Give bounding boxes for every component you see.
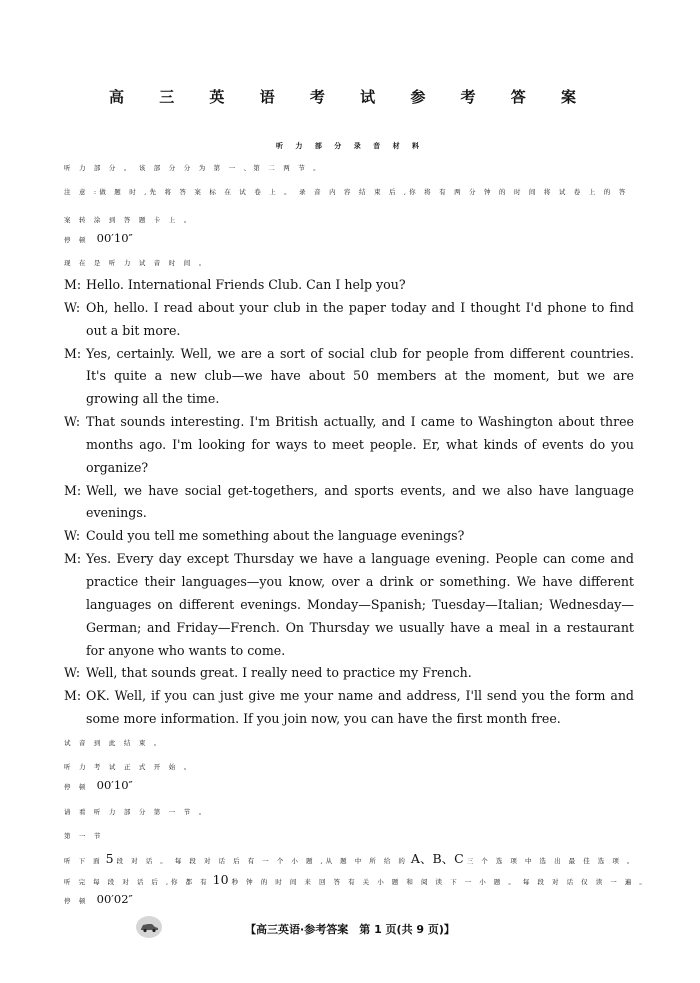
instruction-line-2 xyxy=(64,872,649,887)
speaker-label: M: xyxy=(64,482,82,498)
pause-label: 停 顿 xyxy=(64,236,89,244)
speaker-label: W: xyxy=(64,528,81,544)
speaker-label: M: xyxy=(64,345,82,361)
dialogue-text: OK. Well, if you can just give me your name and address, I'll send you the form and some more information. If you join now, you can have the first month free. xyxy=(86,688,634,727)
instruction-text: 三 个 选 项 中 选 出 最 佳 选 项 。 xyxy=(466,857,637,865)
pause-label: 停 顿 xyxy=(64,897,89,905)
pause-time: 00′10″ xyxy=(96,231,133,245)
attention-note: 注 意 :做 题 时 ,先 将 答 案 标 在 试 卷 上 。 录 音 内 容 结 束 后 ,你 将 有 两 分 钟 的 时 间 将 试 卷 上 的 答 案 转 涂 到 答 题 卡 上 。 xyxy=(64,188,629,224)
section-subtitle: 听 力 部 分 录 音 材 料 xyxy=(275,141,425,150)
dialogue-text: Hello. International Friends Club. Can I help you? xyxy=(86,277,406,292)
dialogue xyxy=(64,274,634,731)
section-one-heading: 第 一 节 xyxy=(64,832,104,840)
pause-line-3 xyxy=(64,892,133,906)
dialogue-turn xyxy=(64,525,634,548)
test-end-line: 试 音 到 此 结 束 。 xyxy=(64,739,164,747)
pause-time: 00′10″ xyxy=(96,778,133,792)
dialogue-turn xyxy=(64,411,634,480)
dialogue-text: Yes, certainly. Well, we are a sort of social club for people from different countries. It's quite a new club—we have about 50 members at the moment, but we are growing all the time. xyxy=(86,345,634,407)
speaker-label: W: xyxy=(64,414,81,430)
dialogue-turn xyxy=(64,480,634,526)
page-title: 高 三 英 语 考 试 参 考 答 案 xyxy=(108,88,591,106)
instruction-text: 听 完 每 段 对 话 后 ,你 都 有 xyxy=(64,878,210,886)
sound-test-line: 现 在 是 听 力 试 音 时 间 。 xyxy=(64,259,209,267)
dialog-count: 5 xyxy=(105,851,114,866)
speaker-label: M: xyxy=(64,688,82,704)
dialogue-text: Yes. Every day except Thursday we have a language evening. People can come and practice their languages—you know, over a drink or something. We have different languages on different evenings. Monday—Spanish; Tuesday—Italian; Wednesday—German; and Friday—French. On Thursday we usually have a meal in a restaurant for anyone who wants to come. xyxy=(86,551,634,658)
instruction-text: 段 对 话 。 每 段 对 话 后 有 一 个 小 题 ,从 题 中 所 给 的 xyxy=(116,857,408,865)
dialogue-text: Oh, hello. I read about your club in the paper today and I thought I'd phone to find out a bit more. xyxy=(86,299,634,338)
instruction-text: 听 下 面 xyxy=(64,857,103,865)
turn-to-line: 请 看 听 力 部 分 第 一 节 。 xyxy=(64,808,209,816)
speaker-label: M: xyxy=(64,551,82,567)
dialogue-turn xyxy=(64,548,634,662)
instruction-line-1 xyxy=(64,849,638,867)
speaker-label: W: xyxy=(64,665,81,681)
dialogue-turn xyxy=(64,685,634,731)
page-footer: 【高三英语·参考答案 第 1 页(共 9 页)】 xyxy=(245,923,455,936)
dialogue-text: Well, that sounds great. I really need to practice my French. xyxy=(86,665,472,681)
seconds-count: 10 xyxy=(212,872,229,887)
dialogue-text: Could you tell me something about the language evenings? xyxy=(86,528,465,544)
pause-time: 00′02″ xyxy=(96,892,133,906)
pause-label: 停 顿 xyxy=(64,783,89,791)
dialogue-turn xyxy=(64,662,634,685)
dialogue-text: That sounds interesting. I'm British actually, and I came to Washington about three months ago. I'm looking for ways to meet people. Er, what kinds of events do you organize? xyxy=(86,414,634,475)
speaker-label: M: xyxy=(64,277,82,292)
option-letters: A、B、C xyxy=(410,851,464,866)
speaker-label: W: xyxy=(64,299,81,315)
pause-line-1 xyxy=(64,231,133,245)
intro-line: 听 力 部 分 。 该 部 分 分 为 第 一 、第 二 两 节 。 xyxy=(64,164,323,172)
pause-line-2 xyxy=(64,778,133,792)
dialogue-text: Well, we have social get-togethers, and sports events, and we also have language evenings. xyxy=(86,482,634,521)
formal-start-line: 听 力 考 试 正 式 开 始 。 xyxy=(64,763,194,771)
instruction-text: 秒 钟 的 时 间 来 回 答 有 关 小 题 和 阅 读 下 一 小 题 。 每 段 对 话 仅 读 一 遍 。 xyxy=(231,878,649,886)
dialogue-turn xyxy=(64,343,634,412)
dialogue-turn xyxy=(64,297,634,343)
dialogue-turn xyxy=(64,274,634,297)
